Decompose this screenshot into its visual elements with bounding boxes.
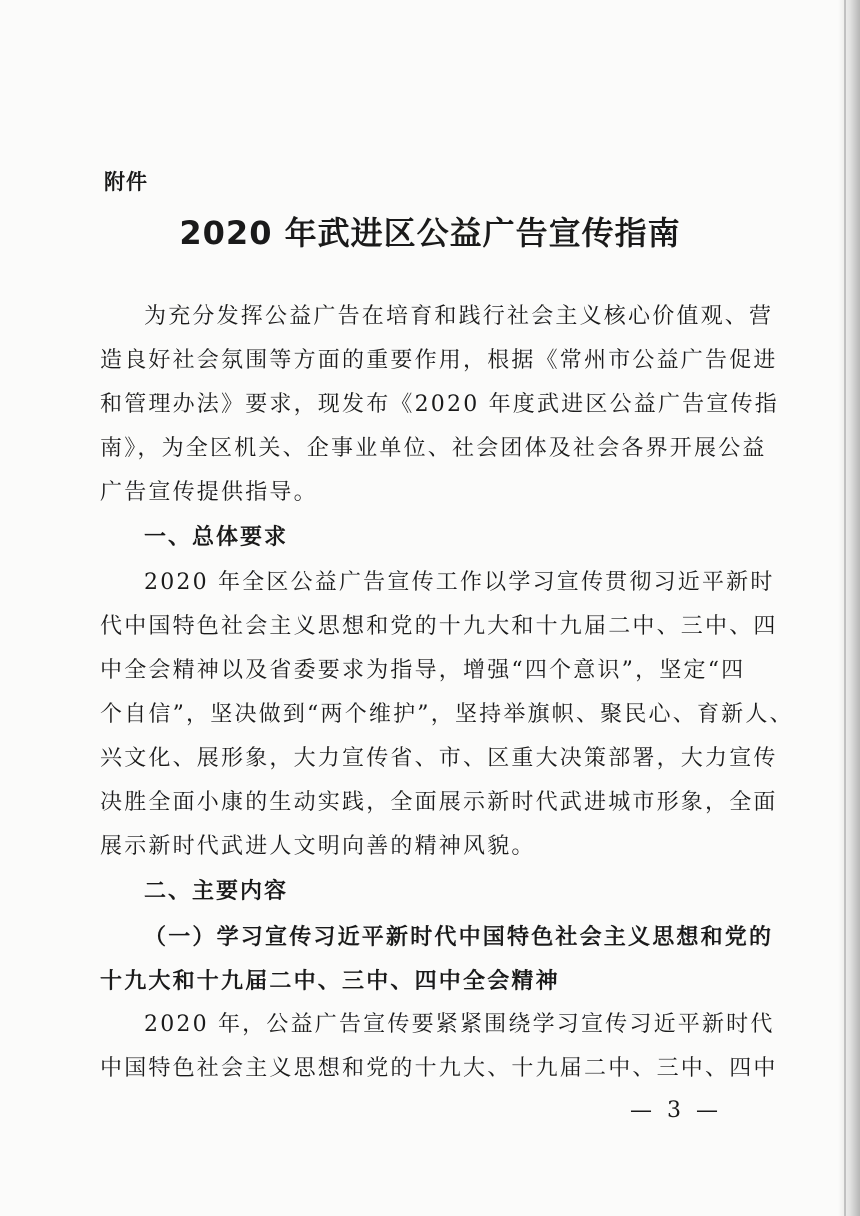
scan-edge-line [844,0,846,1216]
subsection1-line-1: 2020 年，公益广告宣传要紧紧围绕学习宣传习近平新时代 [144,1012,775,1037]
subsection1-line-2: 中国特色社会主义思想和党的十九大、十九届二中、三中、四中 [100,1056,778,1081]
intro-line-5: 广告宣传提供指导。 [100,480,318,505]
document-title: 2020 年武进区公益广告宣传指南 [179,214,681,252]
section-heading-main-content: 二、主要内容 [144,879,289,904]
intro-line-4: 南》，为全区机关、企事业单位、社会团体及社会各界开展公益 [100,436,767,461]
section1-line-5: 兴文化、展形象，大力宣传省、市、区重大决策部署，大力宣传 [100,746,778,771]
section-heading-general-requirements: 一、总体要求 [144,525,289,550]
intro-line-3: 和管理办法》要求，现发布《2020 年度武进区公益广告宣传指 [100,392,779,417]
section1-line-2: 代中国特色社会主义思想和党的十九大和十九届二中、三中、四 [100,614,778,639]
subsection1-heading-line-2: 十九大和十九届二中、三中、四中全会精神 [100,968,560,994]
subsection1-heading-line-1: （一）学习宣传习近平新时代中国特色社会主义思想和党的 [144,924,774,950]
section1-line-7: 展示新时代武进人文明向善的精神风貌。 [100,834,536,859]
section1-line-3: 中全会精神以及省委要求为指导，增强“四个意识”，坚定“四 [100,658,746,683]
attachment-label: 附件 [104,170,148,194]
section1-line-1: 2020 年全区公益广告宣传工作以学习宣传贯彻习近平新时 [144,570,775,595]
intro-line-1: 为充分发挥公益广告在培育和践行社会主义核心价值观、营 [144,304,774,329]
scan-edge-shadow [838,0,860,1216]
intro-line-2: 造良好社会氛围等方面的重要作用，根据《常州市公益广告促进 [100,348,778,373]
page-number: — 3 — [630,1098,722,1123]
section1-line-6: 决胜全面小康的生动实践，全面展示新时代武进城市形象，全面 [100,790,778,815]
section1-line-4: 个自信”，坚决做到“两个维护”，坚持举旗帜、聚民心、育新人、 [100,702,794,727]
